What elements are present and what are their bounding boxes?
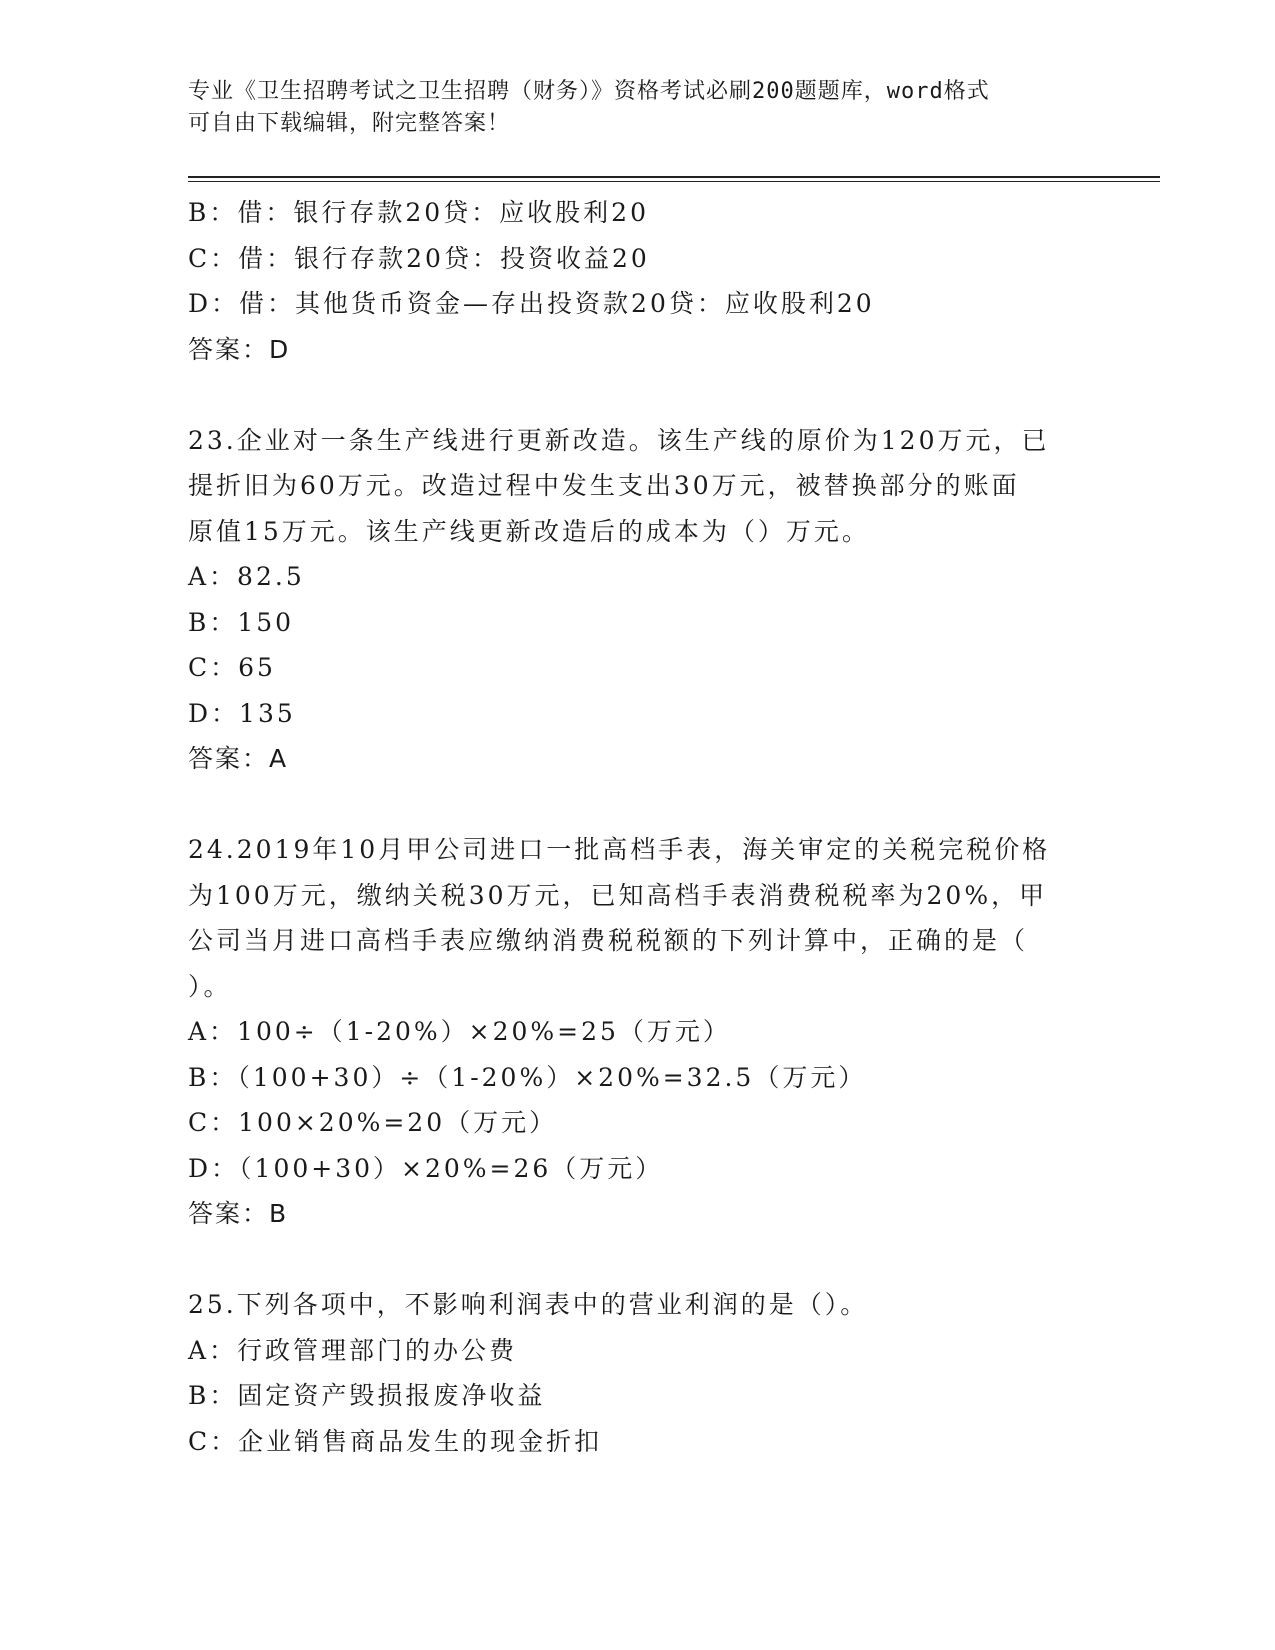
spacer [188,1237,1088,1283]
option-c: C：65 [188,653,276,682]
option-a: A：行政管理部门的办公费 [188,1335,518,1365]
page-header [188,76,1068,140]
question-25 [188,1282,1088,1464]
question-stem-line: ）。 [188,971,232,1001]
question-stem-line: 25.下列各项中，不影响利润表中的营业利润的是（）。 [188,1290,869,1319]
answer: 答案：D [188,334,291,364]
option-a: A：82.5 [188,562,305,591]
option-d: D：（100+30）×20%=26（万元） [188,1153,664,1183]
header-divider-thick [188,176,1160,178]
answer: 答案：A [188,744,289,773]
option-c: C：企业销售商品发生的现金折扣 [188,1426,603,1456]
option-b: B：（100+30）÷（1-20%）×20%=32.5（万元） [188,1062,867,1092]
question-23 [188,418,1088,782]
question-content [188,190,1088,1464]
answer: 答案：B [188,1199,289,1228]
question-22 [188,190,1088,372]
question-stem-line: 为100万元，缴纳关税30万元，已知高档手表消费税税率为20%，甲 [188,880,1048,910]
option-b: B：固定资产毁损报废净收益 [188,1381,546,1410]
spacer [188,782,1088,828]
question-stem-line: 公司当月进口高档手表应缴纳消费税税额的下列计算中，正确的是（ [188,926,1029,955]
option-d: D：借：其他货币资金—存出投资款20贷：应收股利20 [188,289,875,318]
option-c: C：借：银行存款20贷：投资收益20 [188,243,650,273]
header-line-2: 可自由下载编辑，附完整答案！ [188,111,511,136]
option-d: D：135 [188,698,296,728]
spacer [188,372,1088,418]
question-stem-line: 23.企业对一条生产线进行更新改造。该生产线的原价为120万元，已 [188,425,1050,455]
option-b: B：借：银行存款20贷：应收股利20 [188,198,649,227]
question-stem-line: 提折旧为60万元。改造过程中发生支出30万元，被替换部分的账面 [188,471,1020,500]
header-divider-thin [188,181,1160,182]
question-stem-line: 24.2019年10月甲公司进口一批高档手表，海关审定的关税完税价格 [188,835,1051,864]
option-a: A：100÷（1-20%）×20%=25（万元） [188,1017,731,1046]
option-b: B：150 [188,607,295,637]
option-c: C：100×20%=20（万元） [188,1108,558,1137]
header-line-1: 专业《卫生招聘考试之卫生招聘（财务）》资格考试必刷200题题库，word格式 [188,79,990,104]
question-24 [188,827,1088,1237]
question-stem-line: 原值15万元。该生产线更新改造后的成本为（）万元。 [188,516,870,546]
